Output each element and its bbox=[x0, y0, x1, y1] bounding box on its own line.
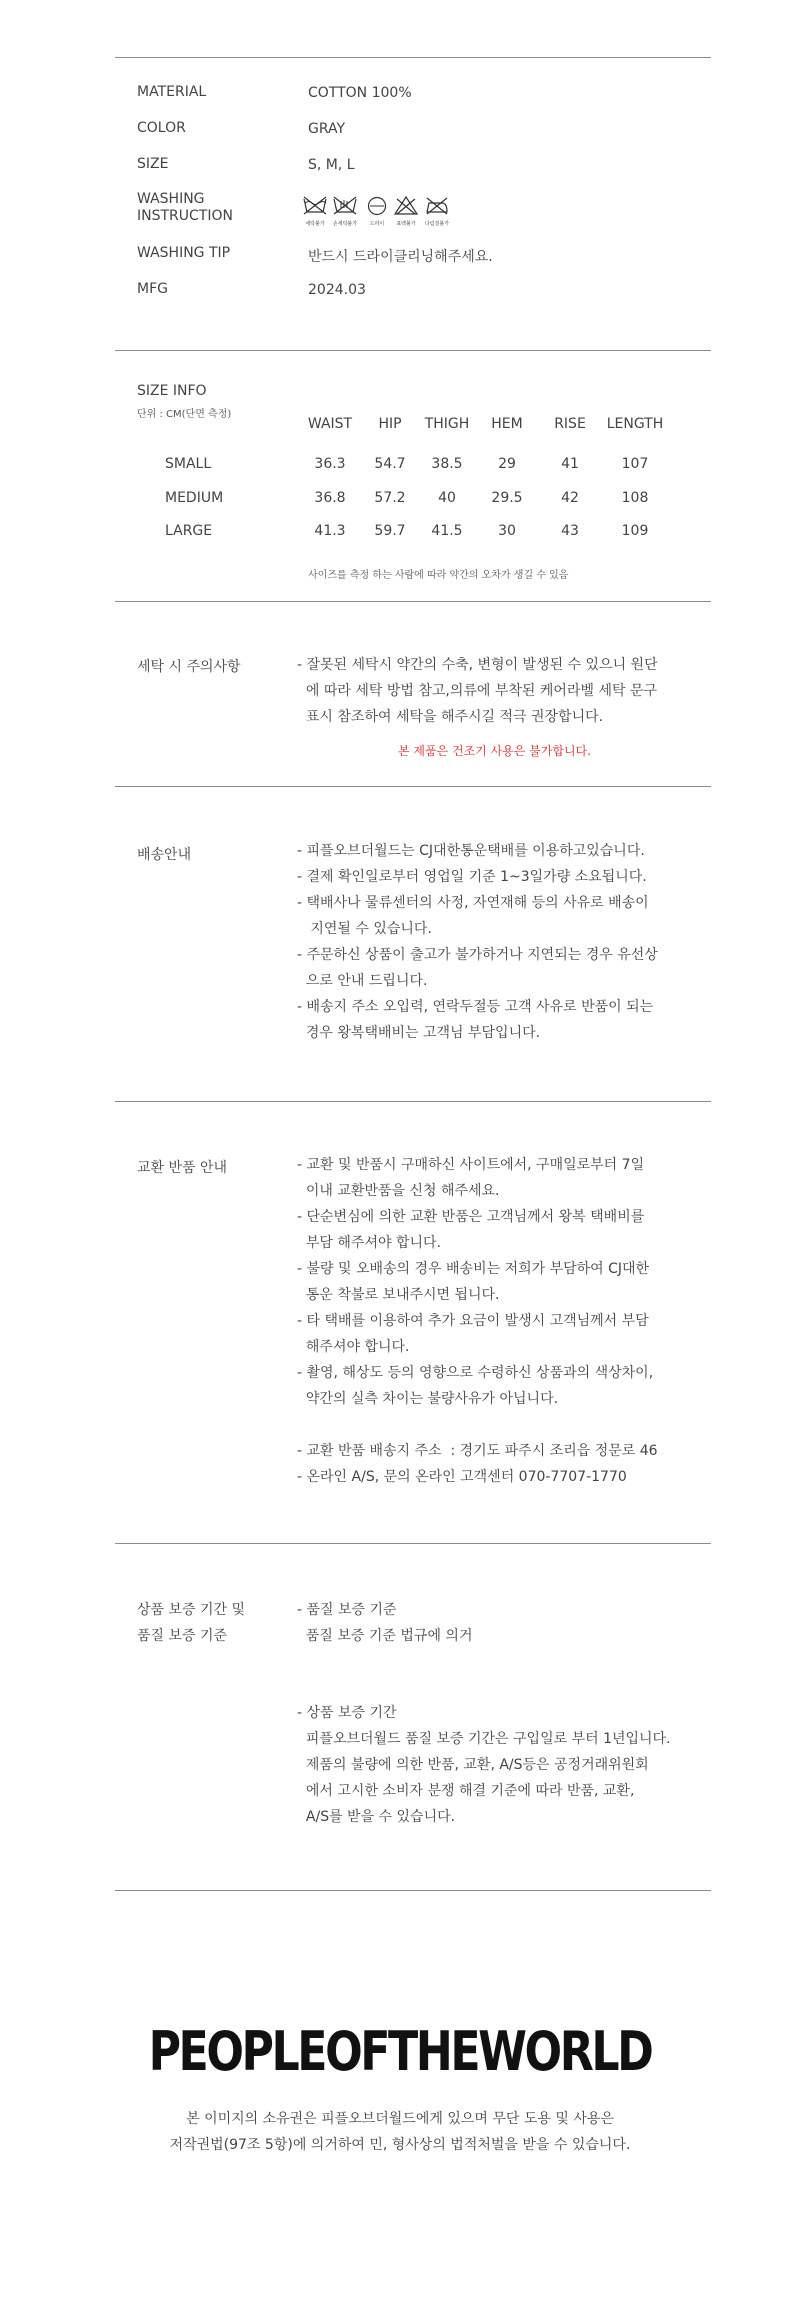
size-label: SIZE bbox=[137, 156, 169, 172]
wash-caption-1: 세탁불가 bbox=[305, 221, 325, 227]
warranty-line: - 품질 보증 기준 bbox=[297, 1602, 397, 1618]
col-header-hem: HEM bbox=[491, 416, 523, 432]
warranty-line: - 상품 보증 기간 bbox=[297, 1705, 397, 1721]
color-label: COLOR bbox=[137, 120, 186, 136]
delivery-line: - 피플오브더월드는 CJ대한통운택배를 이용하고있습니다. bbox=[297, 843, 645, 859]
col-header-hip: HIP bbox=[378, 416, 402, 432]
table-cell: 57.2 bbox=[374, 490, 406, 506]
exchange-line: 해주셔야 합니다. bbox=[297, 1339, 410, 1355]
warranty-line: 품질 보증 기준 법규에 의거 bbox=[297, 1628, 473, 1644]
washing-instruction-label bbox=[137, 191, 233, 225]
wash-caption-4: 표백불가 bbox=[396, 221, 416, 227]
mfg-label: MFG bbox=[137, 281, 168, 297]
material-value: COTTON 100% bbox=[308, 85, 412, 101]
washing-caution-title: 세탁 시 주의사항 bbox=[137, 659, 241, 675]
delivery-line: 지연될 수 있습니다. bbox=[297, 921, 432, 937]
warranty-title-line-1: 상품 보증 기간 및 bbox=[137, 1602, 246, 1618]
col-header-thigh: THIGH bbox=[424, 416, 470, 432]
washing-label-line-2: INSTRUCTION bbox=[137, 208, 233, 224]
warranty-line: 피플오브더월드 품질 보증 기간은 구입일로 부터 1년입니다. bbox=[297, 1731, 671, 1747]
no-hand-wash-icon bbox=[332, 195, 358, 229]
delivery-text bbox=[297, 838, 658, 1046]
table-cell: 30 bbox=[498, 523, 516, 539]
wash-caption-5: 다림질불가 bbox=[424, 221, 450, 227]
delivery-line: - 주문하신 상품이 출고가 불가하거나 지연되는 경우 유선상 bbox=[297, 947, 658, 963]
tumble-dry-icon bbox=[364, 195, 390, 229]
mfg-value: 2024.03 bbox=[308, 282, 366, 298]
size-info-title: SIZE INFO bbox=[137, 383, 207, 399]
exchange-address-line: - 온라인 A/S, 문의 온라인 고객센터 070-7707-1770 bbox=[297, 1469, 627, 1485]
delivery-line: - 결제 확인일로부터 영업일 기준 1~3일가량 소요됩니다. bbox=[297, 869, 647, 885]
delivery-line: - 택배사나 물류센터의 사정, 자연재해 등의 사유로 배송이 bbox=[297, 895, 649, 911]
row-name-medium: MEDIUM bbox=[165, 490, 224, 506]
dryer-warning: 본 제품은 건조기 사용은 불가합니다. bbox=[398, 744, 591, 758]
divider-exchange bbox=[115, 1543, 711, 1544]
col-header-length: LENGTH bbox=[606, 416, 664, 432]
material-label: MATERIAL bbox=[137, 84, 207, 100]
divider-washing-caution bbox=[115, 786, 711, 787]
exchange-line: - 교환 및 반품시 구매하신 사이트에서, 구매일로부터 7일 bbox=[297, 1157, 645, 1173]
divider-material bbox=[115, 350, 711, 351]
color-value: GRAY bbox=[308, 121, 346, 137]
table-cell: 109 bbox=[621, 523, 649, 539]
exchange-line: 부담 해주셔야 합니다. bbox=[297, 1235, 441, 1251]
col-header-rise: RISE bbox=[554, 416, 586, 432]
table-cell: 29 bbox=[498, 456, 516, 472]
warranty-line: 에서 고시한 소비자 분쟁 해결 기준에 따라 반품, 교환, bbox=[297, 1783, 635, 1799]
col-header-waist: WAIST bbox=[307, 416, 353, 432]
table-cell: 108 bbox=[621, 490, 649, 506]
exchange-line: 통운 착불로 보내주시면 됩니다. bbox=[297, 1287, 500, 1303]
caution-line: - 잘못된 세탁시 약간의 수축, 변형이 발생된 수 있으니 원단 bbox=[297, 657, 658, 673]
size-measure-note: 사이즈를 측정 하는 사람에 따라 약간의 오차가 생길 수 있음 bbox=[308, 570, 569, 581]
washing-caution-text bbox=[297, 652, 658, 730]
warranty-line: A/S를 받을 수 있습니다. bbox=[297, 1809, 456, 1825]
washing-tip-label: WASHING TIP bbox=[137, 245, 231, 261]
exchange-line: - 단순변심에 의한 교환 반품은 고객님께서 왕복 택배비를 bbox=[297, 1209, 645, 1225]
divider-size-info bbox=[115, 601, 711, 602]
brand-logo: PEOPLEOFTHEWORLD bbox=[148, 2020, 652, 2083]
exchange-title: 교환 반품 안내 bbox=[137, 1160, 228, 1176]
table-cell: 41.5 bbox=[431, 523, 463, 539]
no-machine-wash-icon bbox=[302, 195, 328, 229]
table-cell: 36.3 bbox=[314, 456, 346, 472]
table-cell: 40 bbox=[438, 490, 456, 506]
divider-top bbox=[115, 57, 711, 58]
washing-tip-value: 반드시 드라이클리닝해주세요. bbox=[308, 249, 493, 265]
delivery-line: 경우 왕복택배비는 고객님 부담입니다. bbox=[297, 1025, 541, 1041]
delivery-line: 으로 안내 드립니다. bbox=[297, 973, 428, 989]
delivery-line: - 배송지 주소 오입력, 연락두절등 고객 사유로 반품이 되는 bbox=[297, 999, 654, 1015]
wash-caption-2: 손세탁불가 bbox=[332, 221, 358, 227]
wash-caption-3: 드라이 bbox=[369, 221, 385, 227]
table-cell: 38.5 bbox=[431, 456, 463, 472]
warranty-period-text bbox=[297, 1700, 671, 1830]
table-cell: 41.3 bbox=[314, 523, 346, 539]
table-cell: 42 bbox=[561, 490, 579, 506]
table-cell: 41 bbox=[561, 456, 579, 472]
caution-line: 에 따라 세탁 방법 참고,의류에 부착된 케어라벨 세탁 문구 bbox=[297, 683, 658, 699]
copyright-line-2: 저작권법(97조 5항)에 의거하여 민, 형사상의 법적처벌을 받을 수 있습니다. bbox=[169, 2137, 631, 2153]
exchange-address-text bbox=[297, 1438, 658, 1490]
table-cell: 107 bbox=[621, 456, 649, 472]
size-unit-note: 단위 : CM(단면 측정) bbox=[137, 409, 232, 420]
table-cell: 36.8 bbox=[314, 490, 346, 506]
no-iron-icon bbox=[424, 195, 450, 229]
exchange-line: - 불량 및 오배송의 경우 배송비는 저희가 부담하여 CJ대한 bbox=[297, 1261, 650, 1277]
delivery-title: 배송안내 bbox=[137, 847, 192, 863]
exchange-line: - 타 택배를 이용하여 추가 요금이 발생시 고객님께서 부담 bbox=[297, 1313, 649, 1329]
copyright-line-1: 본 이미지의 소유권은 피플오브더월드에게 있으며 무단 도용 및 사용은 bbox=[186, 2111, 614, 2127]
warranty-standard-text bbox=[297, 1597, 472, 1649]
exchange-text bbox=[297, 1152, 653, 1412]
caution-line: 표시 참조하여 세탁을 해주시길 적극 권장합니다. bbox=[297, 709, 604, 725]
no-bleach-icon bbox=[393, 195, 419, 229]
table-cell: 29.5 bbox=[491, 490, 523, 506]
row-name-small: SMALL bbox=[165, 456, 212, 472]
table-cell: 54.7 bbox=[374, 456, 406, 472]
table-cell: 59.7 bbox=[374, 523, 406, 539]
exchange-address-line: - 교환 반품 배송지 주소 : 경기도 파주시 조리읍 정문로 46 bbox=[297, 1443, 658, 1459]
divider-warranty bbox=[115, 1890, 711, 1891]
divider-delivery bbox=[115, 1101, 711, 1102]
table-cell: 43 bbox=[561, 523, 579, 539]
washing-label-line-1: WASHING bbox=[137, 191, 205, 207]
exchange-line: 약간의 실측 차이는 불량사유가 아닙니다. bbox=[297, 1391, 559, 1407]
warranty-line: 제품의 불량에 의한 반품, 교환, A/S등은 공정거래위원회 bbox=[297, 1757, 649, 1773]
warranty-title-line-2: 품질 보증 기준 bbox=[137, 1628, 228, 1644]
warranty-title bbox=[137, 1597, 245, 1649]
size-value: S, M, L bbox=[308, 157, 355, 173]
row-name-large: LARGE bbox=[165, 523, 213, 539]
exchange-line: - 촬영, 해상도 등의 영향으로 수령하신 상품과의 색상차이, bbox=[297, 1365, 654, 1381]
exchange-line: 이내 교환반품을 신청 해주세요. bbox=[297, 1183, 500, 1199]
